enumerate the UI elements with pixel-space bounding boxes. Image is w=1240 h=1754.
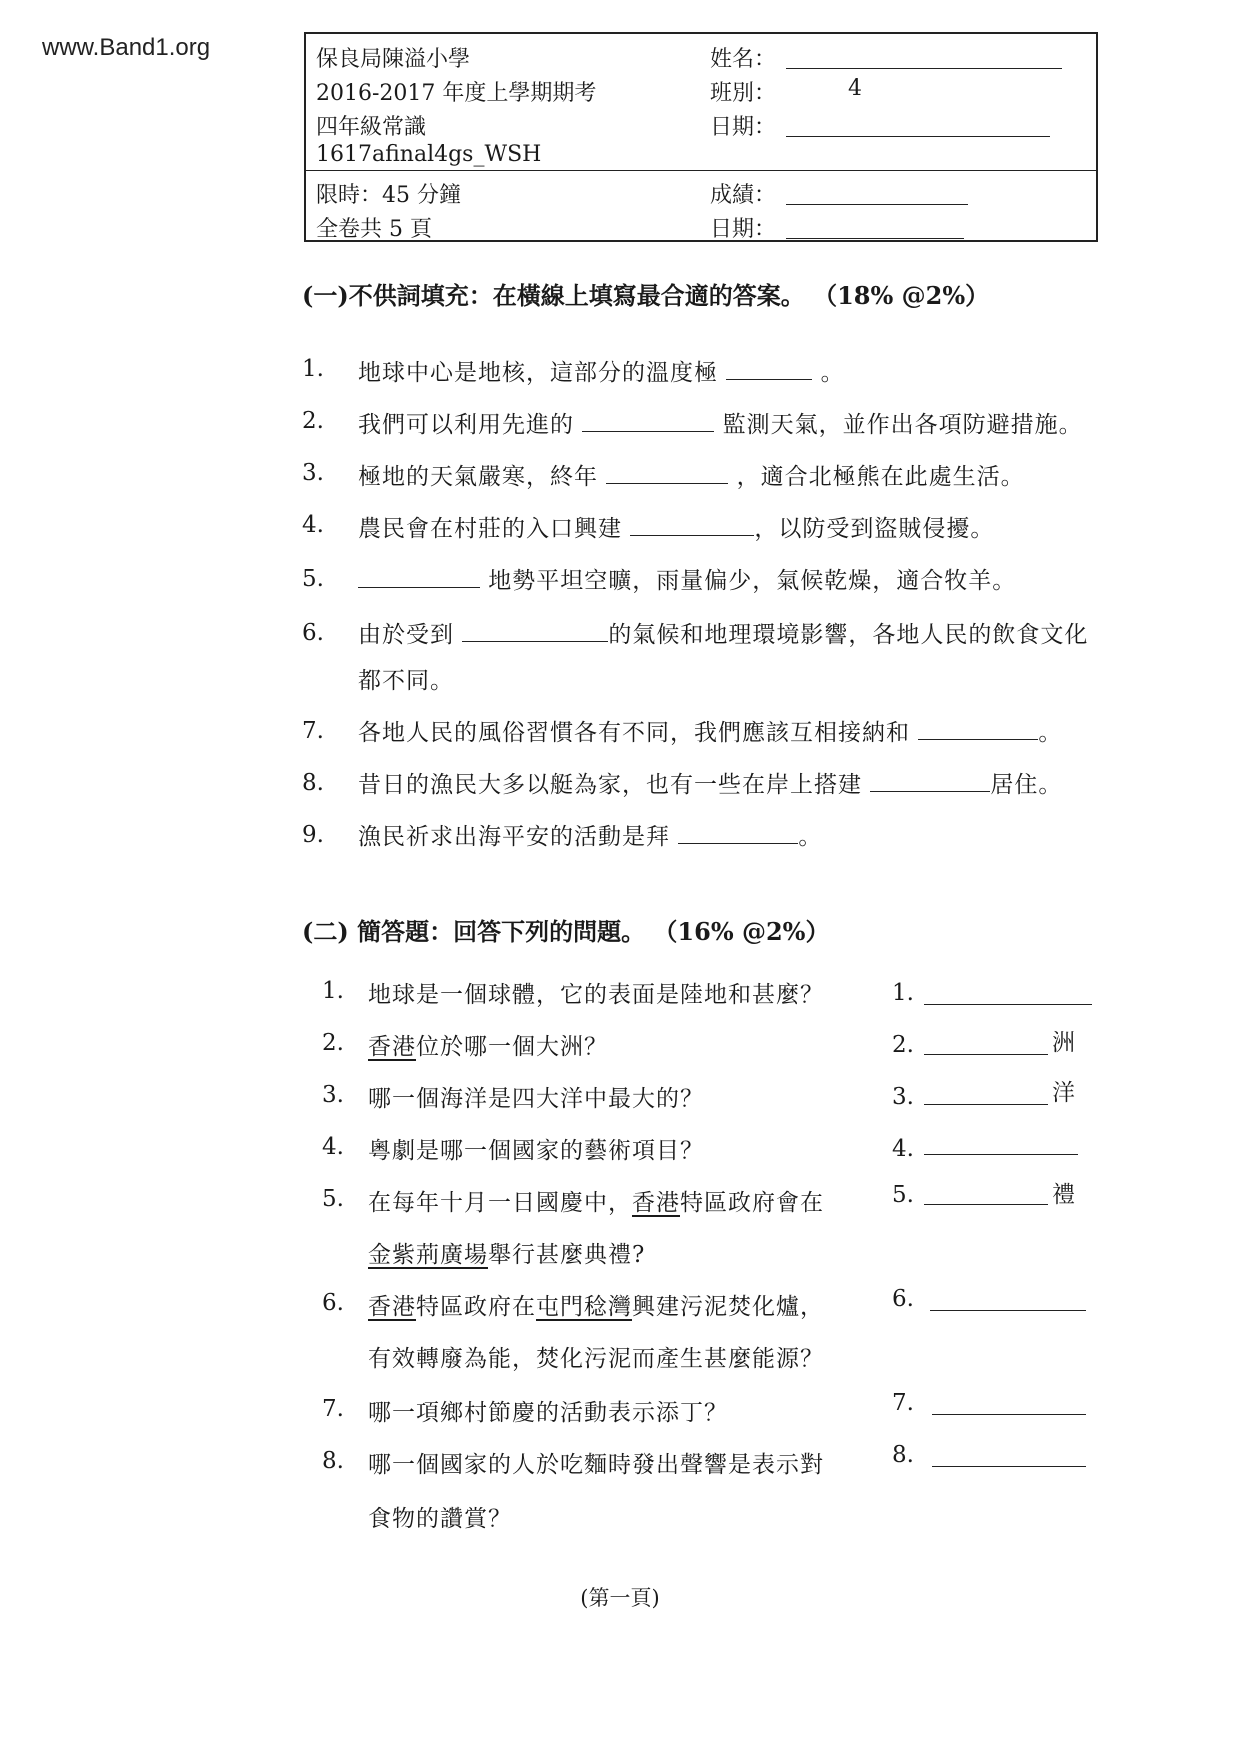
s2-q5-text-a: 在每年十月一日國慶中， [368,1190,632,1216]
name-field[interactable] [786,68,1062,69]
s2-a3-number: 3. [892,1084,914,1110]
s2-a6-number: 6. [892,1286,914,1312]
s1-q8-number: 8. [302,770,324,796]
class-value[interactable]: 4 [848,76,862,101]
date2-field[interactable] [786,238,964,239]
section2-title: (二) 簡答題：回答下列的問題。 （16% @2%） [302,917,830,946]
s1-q9-blank[interactable] [678,825,798,844]
s2-a1-field[interactable] [924,1004,1092,1005]
s1-q5-number: 5. [302,566,324,592]
s2-a4-field[interactable] [924,1154,1078,1155]
class-label: 班別： [710,81,777,106]
s2-a3-suffix: 洋 [1052,1080,1075,1106]
watermark: www.Band1.org [42,34,211,61]
s2-q4-number: 4. [322,1134,344,1160]
s2-q2-number: 2. [322,1030,344,1056]
s2-a5-suffix: 禮 [1052,1182,1075,1208]
s1-q4-text-b: ，以防受到盜賊侵擾。 [754,516,995,542]
s2-a4-number: 4. [892,1136,914,1162]
s1-q2-text-b: 監測天氣，並作出各項防避措施。 [714,412,1083,438]
s1-q8-blank[interactable] [870,773,990,792]
s1-q1-number: 1. [302,356,324,382]
s1-q6-text-a: 由於受到 [358,622,463,648]
s2-q3: 哪一個海洋是四大洋中最大的？ [368,1086,704,1112]
s2-a2-number: 2. [892,1032,914,1058]
s2-q5 [368,1184,824,1217]
s1-q1 [358,354,845,387]
s2-q5-text-b: 特區政府會在 [680,1190,824,1216]
place-golden-bauhinia-square: 金紫荊廣場 [368,1242,488,1268]
place-hong-kong: 香港 [368,1034,416,1060]
s2-q2 [368,1028,608,1061]
s1-q4 [358,510,994,543]
s1-q8-text-a: 昔日的漁民大多以艇為家，也有一些在岸上搭建 [358,772,871,798]
s1-q2-number: 2. [302,408,324,434]
s2-q6-number: 6. [322,1290,344,1316]
s2-q6-text-a: 特區政府在 [416,1294,536,1320]
s2-q8-number: 8. [322,1448,344,1474]
s1-q4-number: 4. [302,512,324,538]
s2-q1: 地球是一個球體，它的表面是陸地和甚麼？ [368,982,824,1008]
s1-q9-text-b: 。 [798,824,823,850]
s2-q2-text: 位於哪一個大洲？ [416,1034,608,1060]
place-tuen-mun-tsang-tsui: 屯門稔灣 [536,1294,632,1320]
s1-q7-blank[interactable] [918,721,1038,740]
score-field[interactable] [786,204,968,205]
header-divider [306,170,1096,171]
s1-q1-text-b: 。 [812,360,845,386]
s1-q3-text-b: ，適合北極熊在此處生活。 [728,464,1025,490]
s1-q5-blank[interactable] [358,569,480,588]
s1-q7-text-b: 。 [1038,720,1063,746]
s1-q2-text-a: 我們可以利用先進的 [358,412,583,438]
s1-q9 [358,818,822,851]
s1-q5-text-b: 地勢平坦空曠，雨量偏少，氣候乾燥，適合牧羊。 [480,568,1017,594]
s1-q3-blank[interactable] [606,465,728,484]
place-hong-kong: 香港 [632,1190,680,1216]
name-label: 姓名： [710,47,777,72]
paper-code: 1617afinal4gs_WSH [316,142,542,167]
subject: 四年級常識 [316,115,427,140]
s2-q4: 粵劇是哪一個國家的藝術項目？ [368,1138,704,1164]
s1-q4-blank[interactable] [630,517,754,536]
time-limit: 限時：45 分鐘 [316,183,461,208]
s2-q5-text-c: 舉行甚麼典禮? [488,1242,646,1268]
s2-q5-number: 5. [322,1186,344,1212]
s1-q1-text-a: 地球中心是地核，這部分的溫度極 [358,360,727,386]
s2-q7: 哪一項鄉村節慶的活動表示添丁？ [368,1400,728,1426]
s2-a5-number: 5. [892,1182,914,1208]
s2-a1-number: 1. [892,980,914,1006]
s2-q5-cont [368,1236,645,1269]
s1-q7-text-a: 各地人民的風俗習慣各有不同，我們應該互相接納和 [358,720,919,746]
date2-label: 日期： [710,217,777,242]
date-label: 日期： [710,115,777,140]
s1-q8-text-b: 居住。 [990,772,1063,798]
s2-a7-field[interactable] [932,1414,1086,1415]
s2-q3-number: 3. [322,1082,344,1108]
place-hong-kong: 香港 [368,1294,416,1320]
s1-q6-text-b: 的氣候和地理環境影響，各地人民的飲食文化 [608,622,1089,648]
school-name: 保良局陳溢小學 [316,47,471,72]
s1-q4-text-a: 農民會在村莊的入口興建 [358,516,631,542]
s1-q9-text-a: 漁民祈求出海平安的活動是拜 [358,824,679,850]
s2-q6-text-b: 興建污泥焚化爐， [632,1294,824,1320]
s1-q6-number: 6. [302,620,324,646]
s1-q9-number: 9. [302,822,324,848]
s2-a2-suffix: 洲 [1052,1030,1075,1056]
s1-q3-text-a: 極地的天氣嚴寒，終年 [358,464,607,490]
s1-q3-number: 3. [302,460,324,486]
header-box [304,32,1098,242]
s1-q8 [358,766,1062,799]
s2-q8-cont: 食物的讚賞？ [368,1506,512,1532]
date-field[interactable] [786,136,1050,137]
s2-a8-field[interactable] [932,1466,1086,1467]
s2-a6-field[interactable] [930,1310,1086,1311]
s1-q6-blank[interactable] [462,623,608,642]
page-number: (第一頁) [580,1586,660,1610]
s2-a7-number: 7. [892,1390,914,1416]
s2-q8: 哪一個國家的人於吃麵時發出聲響是表示對 [368,1452,824,1478]
s1-q6 [358,616,1088,649]
s1-q6-cont: 都不同。 [358,668,454,694]
s2-q6-cont: 有效轉廢為能，焚化污泥而產生甚麼能源？ [368,1346,824,1372]
s1-q2 [358,406,1083,439]
s2-q1-number: 1. [322,978,344,1004]
section1-title: (一)不供詞填充：在橫線上填寫最合適的答案。 （18% @2%） [302,281,990,310]
score-label: 成績： [710,183,777,208]
s1-q1-blank[interactable] [726,361,812,380]
s2-q6 [368,1288,824,1321]
s2-a8-number: 8. [892,1442,914,1468]
page-count: 全卷共 5 頁 [316,217,432,242]
s1-q5 [358,562,1016,595]
s2-a5-field[interactable] [924,1204,1048,1205]
s2-q7-number: 7. [322,1396,344,1422]
s2-a2-field[interactable] [924,1054,1048,1055]
s1-q7 [358,714,1062,747]
s1-q7-number: 7. [302,718,324,744]
s2-a3-field[interactable] [924,1104,1048,1105]
exam-title: 2016-2017 年度上學期期考 [316,81,597,106]
s1-q3 [358,458,1025,491]
s1-q2-blank[interactable] [582,413,714,432]
